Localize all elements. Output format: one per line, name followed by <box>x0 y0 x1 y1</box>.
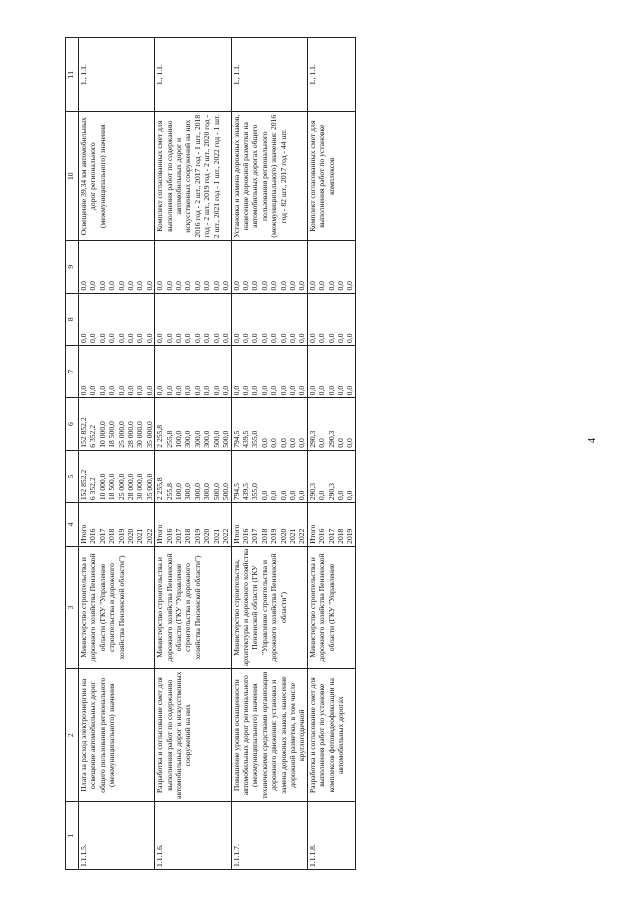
extrabudgetary-cell: 0,0 <box>307 241 317 293</box>
federal-budget-cell: 0,0 <box>317 345 326 397</box>
total-value-cell: 0,0 <box>345 450 355 502</box>
local-budget-cell: 0,0 <box>297 293 307 345</box>
year-cell: Итого <box>79 503 89 547</box>
extrabudgetary-cell: 0,0 <box>297 241 307 293</box>
activity-code: 1.1.1.6. <box>155 802 231 870</box>
activity-code: 1.1.1.8. <box>307 802 355 870</box>
local-budget-cell: 0,0 <box>98 293 107 345</box>
total-value-cell: 0,0 <box>269 450 278 502</box>
local-budget-cell: 0,0 <box>260 293 269 345</box>
local-budget-cell: 0,0 <box>307 293 317 345</box>
year-cell: Итого <box>155 503 165 547</box>
header-cell: 11 <box>66 38 79 112</box>
federal-budget-cell: 0,0 <box>345 345 355 397</box>
regional-budget-cell: 355,0 <box>250 398 259 450</box>
regional-budget-cell: 18 500,0 <box>107 398 116 450</box>
local-budget-cell: 0,0 <box>107 293 116 345</box>
executor-cell: Министерство строительства и дорожного хозяйства Пензенской области (ГКУ "Управление <box>307 546 355 668</box>
regional-budget-cell: 30 000,0 <box>135 398 144 450</box>
regional-budget-cell: 0,0 <box>317 398 326 450</box>
regional-budget-cell: 0,0 <box>260 398 269 450</box>
extrabudgetary-cell: 0,0 <box>202 241 211 293</box>
regional-budget-cell: 500,0 <box>212 398 221 450</box>
year-cell: 2019 <box>193 503 202 547</box>
header-row <box>66 38 79 870</box>
local-budget-cell: 0,0 <box>317 293 326 345</box>
extrabudgetary-cell: 0,0 <box>336 241 345 293</box>
regional-budget-cell: 300,0 <box>183 398 192 450</box>
year-cell: 2020 <box>202 503 211 547</box>
header-cell: 1 <box>66 802 79 870</box>
total-value-cell: 100,0 <box>174 450 183 502</box>
total-value-cell: 18 500,0 <box>107 450 116 502</box>
regional-budget-cell: 6 352,2 <box>88 398 97 450</box>
total-value-cell: 30 000,0 <box>135 450 144 502</box>
local-budget-cell: 0,0 <box>126 293 135 345</box>
result-cell: Комплект согласованных смет для выполнения работ по содержанию автомобильных дорог и искусственных сооружений на них 2016 год - 2 шт., 2017 год - 1 шт., 2018 год - 2 шт., 2019 год - 2 шт., 2020 год - 2 шт., 2021 год - 1 шт., 2022 год - 1 шт. <box>155 112 231 241</box>
regional-budget-cell: 0,0 <box>269 398 278 450</box>
year-cell: 2016 <box>88 503 97 547</box>
extrabudgetary-cell: 0,0 <box>231 241 241 293</box>
local-budget-cell: 0,0 <box>269 293 278 345</box>
extrabudgetary-cell: 0,0 <box>327 241 336 293</box>
local-budget-cell: 0,0 <box>202 293 211 345</box>
regional-budget-cell: 0,0 <box>336 398 345 450</box>
federal-budget-cell: 0,0 <box>117 345 126 397</box>
federal-budget-cell: 0,0 <box>107 345 116 397</box>
total-value-cell: 25 000,0 <box>117 450 126 502</box>
local-budget-cell: 0,0 <box>165 293 174 345</box>
regional-budget-cell: 35 000,0 <box>145 398 155 450</box>
federal-budget-cell: 0,0 <box>126 345 135 397</box>
table-body <box>79 38 356 870</box>
year-cell: 2017 <box>174 503 183 547</box>
extrabudgetary-cell: 0,0 <box>212 241 221 293</box>
federal-budget-cell: 0,0 <box>260 345 269 397</box>
local-budget-cell: 0,0 <box>288 293 297 345</box>
header-cell: 8 <box>66 293 79 345</box>
federal-budget-cell: 0,0 <box>212 345 221 397</box>
regional-budget-cell: 152 852,2 <box>79 398 89 450</box>
indicator-ref-cell: 1., 1.1. <box>79 38 155 112</box>
extrabudgetary-cell: 0,0 <box>345 241 355 293</box>
extrabudgetary-cell: 0,0 <box>288 241 297 293</box>
local-budget-cell: 0,0 <box>327 293 336 345</box>
local-budget-cell: 0,0 <box>250 293 259 345</box>
extrabudgetary-cell: 0,0 <box>107 241 116 293</box>
header-cell: 9 <box>66 241 79 293</box>
regional-budget-cell: 794,5 <box>231 398 241 450</box>
header-cell: 5 <box>66 450 79 502</box>
federal-budget-cell: 0,0 <box>88 345 97 397</box>
regional-budget-cell: 300,0 <box>202 398 211 450</box>
total-value-cell: 290,3 <box>327 450 336 502</box>
regional-budget-cell: 255,8 <box>165 398 174 450</box>
extrabudgetary-cell: 0,0 <box>221 241 231 293</box>
total-value-cell: 255,8 <box>165 450 174 502</box>
federal-budget-cell: 0,0 <box>297 345 307 397</box>
year-cell: 2017 <box>327 503 336 547</box>
regional-budget-cell: 300,0 <box>193 398 202 450</box>
federal-budget-cell: 0,0 <box>183 345 192 397</box>
local-budget-cell: 0,0 <box>336 293 345 345</box>
total-value-cell: 0,0 <box>260 450 269 502</box>
year-cell: 2016 <box>317 503 326 547</box>
regional-budget-cell: 290,3 <box>327 398 336 450</box>
total-value-cell: 0,0 <box>317 450 326 502</box>
total-value-cell: 500,0 <box>221 450 231 502</box>
activity-name: Разработка и согласование смет для выполнения работ по установке комплексов фотовидеофиксации на автомобильных дорогах <box>307 669 355 802</box>
total-value-cell: 355,0 <box>250 450 259 502</box>
year-cell: 2022 <box>297 503 307 547</box>
federal-budget-cell: 0,0 <box>98 345 107 397</box>
year-cell: 2018 <box>336 503 345 547</box>
year-cell: 2022 <box>145 503 155 547</box>
indicator-ref-cell: 1., 1.1. <box>307 38 355 112</box>
activity-name: Повышение уровня оснащенности автомобильных дорог регионального (межмуниципального) значения техническими средствами организации дорожного движения: установка и замена дорожных знаков, нанесение дорожной разметки, в том числе круглогодичной <box>231 669 307 802</box>
year-cell: 2016 <box>241 503 250 547</box>
header-cell: 4 <box>66 503 79 547</box>
year-cell: 2017 <box>250 503 259 547</box>
total-value-cell: 0,0 <box>336 450 345 502</box>
total-value-cell: 439,5 <box>241 450 250 502</box>
extrabudgetary-cell: 0,0 <box>145 241 155 293</box>
total-value-cell: 300,0 <box>183 450 192 502</box>
regional-budget-cell: 0,0 <box>288 398 297 450</box>
year-cell: 2018 <box>260 503 269 547</box>
page-number: 4 <box>587 438 598 443</box>
local-budget-cell: 0,0 <box>241 293 250 345</box>
federal-budget-cell: 0,0 <box>269 345 278 397</box>
header-cell: 10 <box>66 112 79 241</box>
header-cell: 2 <box>66 669 79 802</box>
total-value-cell: 300,0 <box>193 450 202 502</box>
federal-budget-cell: 0,0 <box>221 345 231 397</box>
local-budget-cell: 0,0 <box>183 293 192 345</box>
year-cell: 2021 <box>288 503 297 547</box>
federal-budget-cell: 0,0 <box>231 345 241 397</box>
year-cell: 2021 <box>212 503 221 547</box>
year-cell: 2019 <box>345 503 355 547</box>
header-cell: 3 <box>66 546 79 668</box>
extrabudgetary-cell: 0,0 <box>317 241 326 293</box>
local-budget-cell: 0,0 <box>117 293 126 345</box>
local-budget-cell: 0,0 <box>155 293 165 345</box>
federal-budget-cell: 0,0 <box>307 345 317 397</box>
table-row <box>79 38 89 870</box>
local-budget-cell: 0,0 <box>79 293 89 345</box>
extrabudgetary-cell: 0,0 <box>88 241 97 293</box>
table-row <box>307 38 317 870</box>
year-cell: 2022 <box>221 503 231 547</box>
year-cell: Итого <box>231 503 241 547</box>
extrabudgetary-cell: 0,0 <box>98 241 107 293</box>
total-value-cell: 35 000,0 <box>145 450 155 502</box>
regional-budget-cell: 0,0 <box>345 398 355 450</box>
regional-budget-cell: 290,3 <box>307 398 317 450</box>
regional-budget-cell: 500,0 <box>221 398 231 450</box>
extrabudgetary-cell: 0,0 <box>250 241 259 293</box>
local-budget-cell: 0,0 <box>193 293 202 345</box>
regional-budget-cell: 25 000,0 <box>117 398 126 450</box>
total-value-cell: 2 255,8 <box>155 450 165 502</box>
executor-cell: Министерство строительства и дорожного хозяйства Пензенской области (ГКУ "Управление строительства и дорожного хозяйства Пензенской области") <box>155 546 231 668</box>
rotated-page <box>65 37 573 870</box>
local-budget-cell: 0,0 <box>345 293 355 345</box>
local-budget-cell: 0,0 <box>212 293 221 345</box>
total-value-cell: 300,0 <box>202 450 211 502</box>
year-cell: 2019 <box>269 503 278 547</box>
regional-budget-cell: 28 000,0 <box>126 398 135 450</box>
federal-budget-cell: 0,0 <box>155 345 165 397</box>
indicator-ref-cell: 1., 1.1. <box>155 38 231 112</box>
local-budget-cell: 0,0 <box>88 293 97 345</box>
federal-budget-cell: 0,0 <box>241 345 250 397</box>
year-cell: Итого <box>307 503 317 547</box>
regional-budget-cell: 10 000,0 <box>98 398 107 450</box>
total-value-cell: 28 000,0 <box>126 450 135 502</box>
activity-name: Разработка и согласование смет для выполнения работ по содержанию автомобильных дорог и искусственных сооружений на них <box>155 669 231 802</box>
federal-budget-cell: 0,0 <box>336 345 345 397</box>
federal-budget-cell: 0,0 <box>202 345 211 397</box>
year-cell: 2020 <box>279 503 288 547</box>
year-cell: 2018 <box>183 503 192 547</box>
indicator-ref-cell: 1., 1.1. <box>231 38 307 112</box>
federal-budget-cell: 0,0 <box>145 345 155 397</box>
local-budget-cell: 0,0 <box>135 293 144 345</box>
local-budget-cell: 0,0 <box>221 293 231 345</box>
year-cell: 2020 <box>126 503 135 547</box>
extrabudgetary-cell: 0,0 <box>165 241 174 293</box>
extrabudgetary-cell: 0,0 <box>117 241 126 293</box>
regional-budget-cell: 439,5 <box>241 398 250 450</box>
result-cell: Установка и замена дорожных знаков, нанесение дорожной разметки на автомобильных дорогах общего пользования регионального (межмуниципального) значения: 2016 год - 82 шт., 2017 год - 44 шт. <box>231 112 307 241</box>
header-cell: 6 <box>66 398 79 450</box>
total-value-cell: 0,0 <box>279 450 288 502</box>
extrabudgetary-cell: 0,0 <box>279 241 288 293</box>
regional-budget-cell: 0,0 <box>279 398 288 450</box>
result-cell: Комплект согласованных смет для выполнения работ по установке комплексов <box>307 112 355 241</box>
year-cell: 2021 <box>135 503 144 547</box>
extrabudgetary-cell: 0,0 <box>79 241 89 293</box>
executor-cell: Министерство строительства и дорожного хозяйства Пензенской области (ГКУ "Управление строительства и дорожного хозяйства Пензенской области") <box>79 546 155 668</box>
activity-name: Плата за расход электроэнергии на освещение автомобильных дорог общего пользования регионального (межмуниципального) значения <box>79 669 155 802</box>
total-value-cell: 290,3 <box>307 450 317 502</box>
extrabudgetary-cell: 0,0 <box>126 241 135 293</box>
extrabudgetary-cell: 0,0 <box>269 241 278 293</box>
extrabudgetary-cell: 0,0 <box>241 241 250 293</box>
total-value-cell: 794,5 <box>231 450 241 502</box>
activity-code: 1.1.1.7. <box>231 802 307 870</box>
regional-budget-cell: 2 255,8 <box>155 398 165 450</box>
federal-budget-cell: 0,0 <box>79 345 89 397</box>
federal-budget-cell: 0,0 <box>327 345 336 397</box>
program-table <box>65 37 356 870</box>
extrabudgetary-cell: 0,0 <box>183 241 192 293</box>
year-cell: 2016 <box>165 503 174 547</box>
total-value-cell: 152 852,2 <box>79 450 89 502</box>
result-cell: Освещение 39,34 км автомобильных дорог регионального (межмуниципального) значения <box>79 112 155 241</box>
federal-budget-cell: 0,0 <box>279 345 288 397</box>
total-value-cell: 0,0 <box>297 450 307 502</box>
total-value-cell: 10 000,0 <box>98 450 107 502</box>
regional-budget-cell: 100,0 <box>174 398 183 450</box>
federal-budget-cell: 0,0 <box>135 345 144 397</box>
federal-budget-cell: 0,0 <box>250 345 259 397</box>
local-budget-cell: 0,0 <box>174 293 183 345</box>
extrabudgetary-cell: 0,0 <box>260 241 269 293</box>
federal-budget-cell: 0,0 <box>288 345 297 397</box>
federal-budget-cell: 0,0 <box>174 345 183 397</box>
header-cell: 7 <box>66 345 79 397</box>
activity-code: 1.1.1.5. <box>79 802 155 870</box>
total-value-cell: 500,0 <box>212 450 221 502</box>
regional-budget-cell: 0,0 <box>297 398 307 450</box>
local-budget-cell: 0,0 <box>145 293 155 345</box>
total-value-cell: 0,0 <box>288 450 297 502</box>
year-cell: 2019 <box>117 503 126 547</box>
executor-cell: Министерство строительства, архитектуры и дорожного хозяйства Пензенской области (ГКУ "Управление строительства и дорожного хозяйства Пензенской области") <box>231 546 307 668</box>
local-budget-cell: 0,0 <box>279 293 288 345</box>
extrabudgetary-cell: 0,0 <box>193 241 202 293</box>
extrabudgetary-cell: 0,0 <box>174 241 183 293</box>
year-cell: 2018 <box>107 503 116 547</box>
local-budget-cell: 0,0 <box>231 293 241 345</box>
table-row <box>155 38 165 870</box>
total-value-cell: 6 352,2 <box>88 450 97 502</box>
federal-budget-cell: 0,0 <box>193 345 202 397</box>
extrabudgetary-cell: 0,0 <box>135 241 144 293</box>
federal-budget-cell: 0,0 <box>165 345 174 397</box>
year-cell: 2017 <box>98 503 107 547</box>
extrabudgetary-cell: 0,0 <box>155 241 165 293</box>
table-row <box>231 38 241 870</box>
